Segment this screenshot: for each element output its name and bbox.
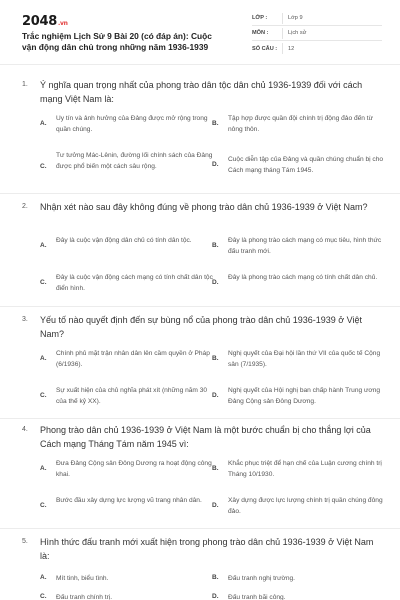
header-divider xyxy=(0,64,400,65)
option-text: Chính phủ mặt trận nhân dân lên cầm quyền ở Pháp (6/1936). xyxy=(56,350,210,368)
option-letter: C. xyxy=(40,279,47,286)
logo-suffix: .vn xyxy=(57,20,68,27)
option-letter: D. xyxy=(212,161,219,168)
question-text: Ý nghĩa quan trọng nhất của phong trào dân tộc dân chủ 1936-1939 đối với cách mạng Việt Nam là: xyxy=(40,80,363,104)
option-text: Đây là phong trào cách mạng có mục tiêu, hình thức đấu tranh mới. xyxy=(228,237,382,255)
meta-separator xyxy=(282,43,283,54)
option-letter: A. xyxy=(40,355,47,362)
meta-value: 12 xyxy=(288,45,295,52)
question-text: Yếu tố nào quyết định đến sự bùng nổ của phong trào dân chủ 1936-1939 ở Việt Nam? xyxy=(40,315,363,339)
option-letter: B. xyxy=(212,465,219,472)
option-letter: C. xyxy=(40,163,47,170)
option-text: Xây dựng được lực lượng chính trị quần chúng đông đảo. xyxy=(228,497,383,515)
quiz-meta xyxy=(252,11,382,56)
question-number: 5. xyxy=(22,538,28,545)
option-text: Đấu tranh chính trị. xyxy=(56,594,113,600)
meta-row-class xyxy=(252,11,382,26)
option-text: Đây là phong trào cách mạng có tính chất dân chủ. xyxy=(228,274,378,281)
option-text: Đây là cuộc vận động cách mạng có tính chất dân tộc điển hình. xyxy=(56,274,213,292)
question-number: 3. xyxy=(22,316,28,323)
meta-value: Lớp 9 xyxy=(288,15,303,21)
question-divider xyxy=(0,528,400,529)
question-number: 1. xyxy=(22,81,28,88)
meta-separator xyxy=(282,13,283,24)
option-letter: D. xyxy=(212,392,219,399)
meta-label: LỚP : xyxy=(252,15,268,21)
option-text: Bước đầu xây dựng lực lượng vũ trang nhân dân. xyxy=(56,497,202,504)
option-text: Đưa Đảng Cộng sản Đông Dương ra hoạt động công khai. xyxy=(56,460,212,478)
meta-label: MÔN : xyxy=(252,30,269,36)
option-letter: D. xyxy=(212,502,219,509)
option-text: Uy tín và ảnh hưởng của Đảng được mở rộng trong quần chúng. xyxy=(56,115,208,133)
option-text: Khắc phục triệt để hạn chế của Luận cương chính trị Tháng 10/1930. xyxy=(228,460,382,478)
meta-label: SỐ CÂU : xyxy=(252,45,278,52)
meta-separator xyxy=(282,28,283,39)
question-divider xyxy=(0,306,400,307)
option-text: Đây là cuộc vận động dân chủ có tính dân tộc. xyxy=(56,237,192,244)
option-letter: D. xyxy=(212,593,219,600)
option-letter: B. xyxy=(212,355,219,362)
question-number: 4. xyxy=(22,426,28,433)
option-letter: B. xyxy=(212,242,219,249)
site-logo[interactable] xyxy=(22,14,68,29)
question-text: Phong trào dân chủ 1936-1939 ở Việt Nam là một bước chuẩn bị cho thắng lợi của Cách mạng Tháng Tám năm 1945 vì: xyxy=(40,425,371,449)
option-text: Nghị quyết của Hội nghị ban chấp hành Trung ương Đảng Cộng sản Đông Dương. xyxy=(228,387,381,405)
meta-row-count xyxy=(252,41,382,56)
meta-row-subject xyxy=(252,26,382,41)
option-letter: A. xyxy=(40,242,47,249)
question-text: Nhận xét nào sau đây không đúng về phong trào dân chủ 1936-1939 ở Việt Nam? xyxy=(40,202,368,212)
meta-value: Lịch sử xyxy=(288,30,307,36)
question-divider xyxy=(0,418,400,419)
option-letter: B. xyxy=(212,574,219,581)
option-text: Cuộc diễn tập của Đảng và quần chúng chuẩn bị cho Cách mạng tháng Tám 1945. xyxy=(228,156,384,174)
page-header xyxy=(0,0,400,62)
question-divider xyxy=(0,193,400,194)
question-number: 2. xyxy=(22,203,28,210)
question-text: Hình thức đấu tranh mới xuất hiện trong phong trào dân chủ 1936-1939 ở Việt Nam là: xyxy=(40,537,374,561)
page-title: Trắc nghiệm Lịch Sử 9 Bài 20 (có đáp án): Cuộc vận động dân chủ trong những năm 1936-1939 xyxy=(22,31,212,52)
option-letter: C. xyxy=(40,392,47,399)
option-text: Đấu tranh bãi công. xyxy=(228,594,286,600)
option-text: Đấu tranh nghị trường. xyxy=(228,575,296,582)
option-text: Mít tinh, biểu tình. xyxy=(56,575,109,582)
option-letter: B. xyxy=(212,120,219,127)
option-text: Sự xuất hiện của chủ nghĩa phát xít (những năm 30 của thế kỷ XX). xyxy=(56,387,208,405)
option-letter: C. xyxy=(40,502,47,509)
option-letter: A. xyxy=(40,574,47,581)
option-text: Nghị quyết của Đại hội lần thứ VII của quốc tế Cộng sản (7/1935). xyxy=(228,350,381,368)
option-letter: A. xyxy=(40,120,47,127)
option-letter: D. xyxy=(212,279,219,286)
option-text: Tư tưởng Mác-Lênin, đường lối chính sách của Đảng được phổ biến một cách sâu rộng. xyxy=(56,152,213,170)
logo-main: 2048 xyxy=(22,14,57,29)
option-letter: A. xyxy=(40,465,47,472)
option-letter: C. xyxy=(40,593,47,600)
option-text: Tập hợp được quần đội chính trị động đảo đến từ nông thôn. xyxy=(228,115,374,133)
